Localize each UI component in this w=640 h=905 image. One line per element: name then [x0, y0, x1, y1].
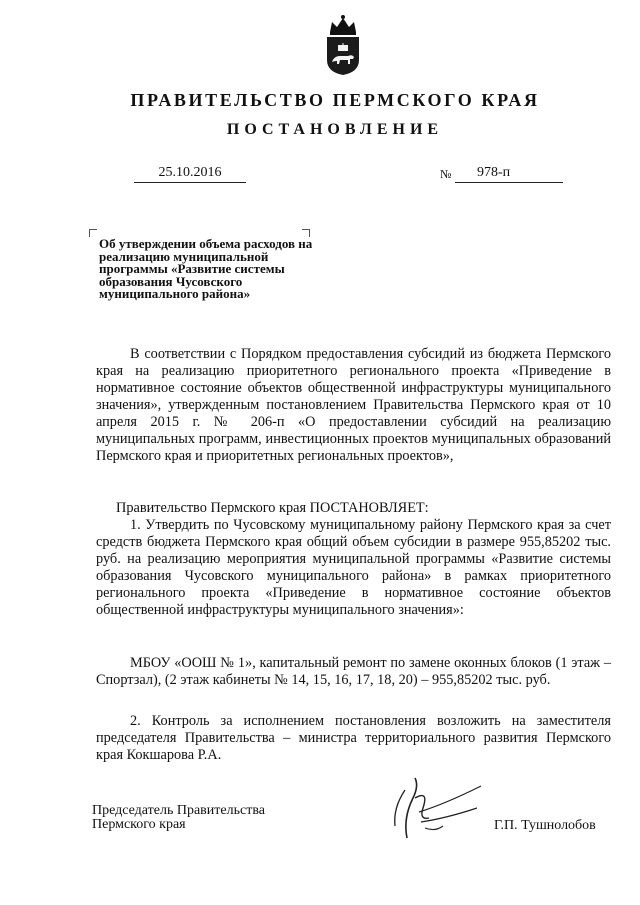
document-number-field: [455, 164, 563, 183]
signatory-position-line1: Председатель Правительства: [92, 803, 265, 818]
document-date: 25.10.2016: [134, 164, 246, 183]
signatory-position-line2: Пермского края: [92, 817, 186, 832]
document-type: ПОСТАНОВЛЕНИЕ: [226, 121, 444, 138]
signatory-position: [92, 804, 265, 832]
subject-corner-mark-left: [89, 229, 97, 237]
resolution-item-1: 1. Утвердить по Чусовскому муниципальному району Пермского края за счет средств бюджета Пермского края общий объем субсидии в размере 955,85202 тыс. руб. на реализацию мероприятия муниципальной программы «Развитие системы образования Чусовского муниципального района» в рамках приоритетного регионального проекта «Приведение в нормативное состояние объектов общественной инфраструктуры муниципального значения»:: [96, 517, 611, 618]
resolution-intro: Правительство Пермского края ПОСТАНОВЛЯЕТ:: [116, 500, 429, 516]
document-number: 978-п: [477, 165, 511, 180]
signatory-name: Г.П. Тушнолобов: [494, 818, 596, 833]
document-subject: Об утверждении объема расходов на реализацию муниципальной программы «Развитие системы образования Чусовского муниципального района»: [99, 236, 313, 302]
handwritten-signature: [385, 768, 495, 840]
resolution-item-1-detail: МБОУ «ООШ № 1», капитальный ремонт по замене оконных блоков (1 этаж – Спортзал), (2 этаж кабинеты № 14, 15, 16, 17, 18, 20) – 955,85202 тыс. руб.: [96, 655, 611, 688]
coat-of-arms-icon: [323, 12, 363, 76]
preamble-paragraph: В соответствии с Порядком предоставления субсидий из бюджета Пермского края на реализацию приоритетного регионального проекта «Приведение в нормативное состояние объектов общественной инфраструктуры муниципального значения», утвержденным постановлением Правительства Пермского края от 10 апреля 2015 г. № 206-п «О предоставлении субсидий на реализацию муниципальных программ, инвестиционных проектов муниципальных образований Пермского края и приоритетных региональных проектов»,: [96, 346, 611, 464]
government-title: ПРАВИТЕЛЬСТВО ПЕРМСКОГО КРАЯ: [130, 90, 540, 110]
number-label: №: [440, 167, 452, 181]
resolution-item-2: 2. Контроль за исполнением постановления возложить на заместителя председателя Правительства – министра территориального развития Пермского края Кокшарова Р.А.: [96, 713, 611, 763]
